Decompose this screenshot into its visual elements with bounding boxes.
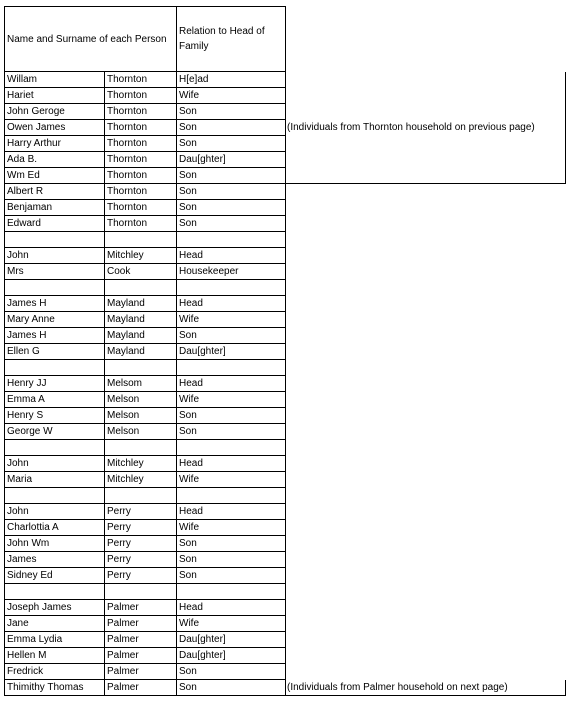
relation-cell: Dau[ghter]	[177, 152, 286, 168]
relation-cell: Son	[177, 136, 286, 152]
surname-cell: Thornton	[105, 216, 177, 232]
empty-cell	[286, 440, 566, 456]
surname-cell: Mayland	[105, 296, 177, 312]
surname-cell: Thornton	[105, 104, 177, 120]
header-row	[5, 7, 566, 72]
empty-cell	[286, 264, 566, 280]
first-name-cell: Charlottia A	[5, 520, 105, 536]
empty-cell	[286, 600, 566, 616]
table-row	[5, 360, 566, 376]
census-table	[4, 6, 566, 696]
relation-cell: Son	[177, 200, 286, 216]
empty-cell	[286, 664, 566, 680]
surname-cell: Thornton	[105, 200, 177, 216]
empty-cell	[286, 184, 566, 200]
relation-cell	[177, 584, 286, 600]
surname-cell: Melsom	[105, 376, 177, 392]
surname-cell: Thornton	[105, 168, 177, 184]
table-row	[5, 600, 566, 616]
relation-cell: H[e]ad	[177, 72, 286, 88]
name-column-header: Name and Surname of each Person	[5, 7, 177, 72]
relation-cell	[177, 488, 286, 504]
relation-cell	[177, 360, 286, 376]
table-row	[5, 664, 566, 680]
first-name-cell: Maria	[5, 472, 105, 488]
empty-cell	[286, 232, 566, 248]
surname-cell: Melson	[105, 408, 177, 424]
surname-cell: Mitchley	[105, 472, 177, 488]
first-name-cell: Jane	[5, 616, 105, 632]
empty-cell	[286, 536, 566, 552]
empty-cell	[286, 200, 566, 216]
first-name-cell: Emma A	[5, 392, 105, 408]
first-name-cell: Sidney Ed	[5, 568, 105, 584]
table-row	[5, 536, 566, 552]
first-name-cell	[5, 280, 105, 296]
table-row	[5, 488, 566, 504]
relation-cell: Head	[177, 456, 286, 472]
first-name-cell: Hariet	[5, 88, 105, 104]
surname-cell: Mitchley	[105, 248, 177, 264]
relation-cell: Head	[177, 376, 286, 392]
surname-cell: Palmer	[105, 600, 177, 616]
table-row	[5, 616, 566, 632]
first-name-cell	[5, 440, 105, 456]
table-row	[5, 184, 566, 200]
surname-cell	[105, 280, 177, 296]
empty-cell	[286, 408, 566, 424]
table-row	[5, 200, 566, 216]
first-name-cell: Edward	[5, 216, 105, 232]
first-name-cell: John	[5, 504, 105, 520]
empty-cell	[286, 360, 566, 376]
surname-cell: Thornton	[105, 184, 177, 200]
surname-cell: Thornton	[105, 88, 177, 104]
surname-cell: Thornton	[105, 152, 177, 168]
table-row	[5, 472, 566, 488]
table-row	[5, 568, 566, 584]
relation-cell: Dau[ghter]	[177, 632, 286, 648]
first-name-cell: Ellen G	[5, 344, 105, 360]
first-name-cell: John	[5, 456, 105, 472]
table-row	[5, 296, 566, 312]
relation-cell: Head	[177, 296, 286, 312]
surname-cell	[105, 488, 177, 504]
first-name-cell: John Wm	[5, 536, 105, 552]
first-name-cell: Albert R	[5, 184, 105, 200]
surname-cell: Palmer	[105, 680, 177, 696]
table-row	[5, 344, 566, 360]
first-name-cell: John	[5, 248, 105, 264]
first-name-cell: Henry JJ	[5, 376, 105, 392]
empty-cell	[286, 632, 566, 648]
surname-cell	[105, 232, 177, 248]
relation-cell: Head	[177, 248, 286, 264]
relation-cell: Son	[177, 552, 286, 568]
first-name-cell: Joseph James	[5, 600, 105, 616]
empty-cell	[286, 344, 566, 360]
relation-cell: Son	[177, 424, 286, 440]
first-name-cell: George W	[5, 424, 105, 440]
first-name-cell: Fredrick	[5, 664, 105, 680]
first-name-cell	[5, 488, 105, 504]
table-row	[5, 440, 566, 456]
relation-cell: Wife	[177, 616, 286, 632]
first-name-cell: Wm Ed	[5, 168, 105, 184]
relation-cell: Dau[ghter]	[177, 344, 286, 360]
relation-cell: Wife	[177, 520, 286, 536]
first-name-cell: James	[5, 552, 105, 568]
relation-column-header: Relation to Head of Family	[177, 7, 286, 72]
relation-cell: Head	[177, 504, 286, 520]
first-name-cell	[5, 584, 105, 600]
relation-cell: Wife	[177, 392, 286, 408]
empty-cell	[286, 456, 566, 472]
surname-cell	[105, 440, 177, 456]
table-row	[5, 408, 566, 424]
table-row	[5, 584, 566, 600]
first-name-cell: Willam	[5, 72, 105, 88]
table-row	[5, 680, 566, 696]
empty-cell	[286, 520, 566, 536]
surname-cell: Perry	[105, 520, 177, 536]
surname-cell: Melson	[105, 392, 177, 408]
table-row	[5, 264, 566, 280]
relation-cell: Son	[177, 104, 286, 120]
relation-cell	[177, 280, 286, 296]
surname-cell: Perry	[105, 536, 177, 552]
surname-cell: Palmer	[105, 664, 177, 680]
table-row	[5, 552, 566, 568]
empty-cell	[286, 248, 566, 264]
first-name-cell: Benjaman	[5, 200, 105, 216]
empty-cell	[286, 424, 566, 440]
relation-cell: Son	[177, 664, 286, 680]
relation-cell: Son	[177, 168, 286, 184]
empty-cell	[286, 584, 566, 600]
table-row	[5, 392, 566, 408]
table-row	[5, 520, 566, 536]
relation-cell: Wife	[177, 472, 286, 488]
first-name-cell: Owen James	[5, 120, 105, 136]
first-name-cell: James H	[5, 328, 105, 344]
table-row	[5, 424, 566, 440]
first-name-cell: Hellen M	[5, 648, 105, 664]
census-sheet	[4, 6, 566, 696]
surname-cell: Mayland	[105, 328, 177, 344]
table-row	[5, 376, 566, 392]
surname-cell	[105, 360, 177, 376]
first-name-cell: Ada B.	[5, 152, 105, 168]
empty-cell	[286, 216, 566, 232]
relation-cell: Son	[177, 328, 286, 344]
empty-cell	[286, 504, 566, 520]
empty-cell	[286, 296, 566, 312]
empty-cell	[286, 568, 566, 584]
empty-cell	[286, 392, 566, 408]
first-name-cell: Mary Anne	[5, 312, 105, 328]
first-name-cell: James H	[5, 296, 105, 312]
next-page-note: (Individuals from Palmer household on next page)	[286, 680, 566, 696]
relation-cell	[177, 440, 286, 456]
relation-cell: Wife	[177, 312, 286, 328]
empty-cell	[286, 312, 566, 328]
table-row	[5, 328, 566, 344]
empty-cell	[286, 328, 566, 344]
surname-cell: Melson	[105, 424, 177, 440]
table-row	[5, 456, 566, 472]
table-row	[5, 312, 566, 328]
first-name-cell: Mrs	[5, 264, 105, 280]
relation-cell: Son	[177, 680, 286, 696]
relation-cell: Son	[177, 536, 286, 552]
header-spacer	[286, 7, 566, 72]
first-name-cell	[5, 232, 105, 248]
surname-cell: Palmer	[105, 616, 177, 632]
relation-cell: Son	[177, 184, 286, 200]
first-name-cell: Henry S	[5, 408, 105, 424]
relation-cell: Son	[177, 216, 286, 232]
surname-cell: Mitchley	[105, 456, 177, 472]
surname-cell: Palmer	[105, 648, 177, 664]
surname-cell: Thornton	[105, 72, 177, 88]
table-row	[5, 504, 566, 520]
table-row	[5, 216, 566, 232]
previous-page-note: (Individuals from Thornton household on previous page)	[286, 72, 566, 184]
empty-cell	[286, 488, 566, 504]
relation-cell: Housekeeper	[177, 264, 286, 280]
table-row	[5, 232, 566, 248]
first-name-cell: Harry Arthur	[5, 136, 105, 152]
surname-cell: Perry	[105, 552, 177, 568]
empty-cell	[286, 376, 566, 392]
table-row	[5, 648, 566, 664]
relation-cell	[177, 232, 286, 248]
surname-cell: Cook	[105, 264, 177, 280]
table-row	[5, 72, 566, 88]
table-row	[5, 248, 566, 264]
relation-cell: Dau[ghter]	[177, 648, 286, 664]
surname-cell	[105, 584, 177, 600]
first-name-cell: Emma Lydia	[5, 632, 105, 648]
empty-cell	[286, 648, 566, 664]
surname-cell: Thornton	[105, 120, 177, 136]
relation-cell: Son	[177, 408, 286, 424]
empty-cell	[286, 552, 566, 568]
relation-cell: Wife	[177, 88, 286, 104]
empty-cell	[286, 280, 566, 296]
surname-cell: Mayland	[105, 312, 177, 328]
surname-cell: Palmer	[105, 632, 177, 648]
surname-cell: Perry	[105, 504, 177, 520]
surname-cell: Perry	[105, 568, 177, 584]
empty-cell	[286, 616, 566, 632]
relation-cell: Son	[177, 568, 286, 584]
relation-cell: Son	[177, 120, 286, 136]
empty-cell	[286, 472, 566, 488]
first-name-cell	[5, 360, 105, 376]
first-name-cell: Thimithy Thomas	[5, 680, 105, 696]
surname-cell: Mayland	[105, 344, 177, 360]
surname-cell: Thornton	[105, 136, 177, 152]
relation-cell: Head	[177, 600, 286, 616]
table-row	[5, 280, 566, 296]
first-name-cell: John Geroge	[5, 104, 105, 120]
table-row	[5, 632, 566, 648]
